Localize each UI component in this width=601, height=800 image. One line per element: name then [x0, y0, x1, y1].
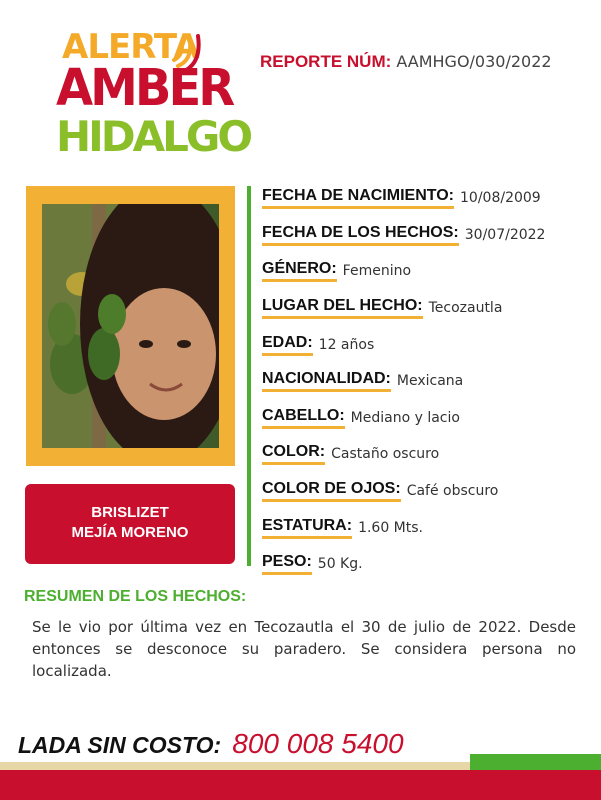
field-label: FECHA DE LOS HECHOS: [262, 224, 459, 246]
person-first-name: BRISLIZET [91, 504, 169, 521]
field-nationality [262, 363, 545, 400]
hotline-number[interactable]: 800 008 5400 [232, 728, 404, 759]
summary-text: Se le vio por última vez en Tecozautla el 30 de julio de 2022. Desde entonces se desconoce su paradero. Se considera persona no localizada. [32, 618, 576, 680]
person-last-names: MEJÍA MORENO [71, 524, 189, 541]
field-hair [262, 400, 545, 437]
field-label: LUGAR DEL HECHO: [262, 297, 423, 319]
field-label: PESO: [262, 553, 312, 575]
footer-band-green [470, 754, 601, 771]
field-label: COLOR DE OJOS: [262, 480, 401, 502]
missing-person-photo [42, 204, 219, 448]
field-birth-date [262, 180, 545, 217]
field-value: 12 años [318, 336, 375, 353]
field-value: Tecozautla [428, 300, 503, 317]
field-gender [262, 253, 545, 290]
field-place [262, 290, 545, 327]
person-name-box [25, 484, 235, 564]
field-label: COLOR: [262, 443, 325, 465]
summary-title: RESUMEN DE LOS HECHOS: [24, 588, 247, 605]
field-weight [262, 546, 545, 583]
divider-line [247, 186, 251, 566]
field-age [262, 326, 545, 363]
field-value: Femenino [342, 263, 412, 280]
footer-band-red [0, 770, 601, 800]
logo-line-hidalgo: HIDALGO [56, 112, 251, 161]
field-height [262, 509, 545, 546]
photo-frame [26, 186, 235, 466]
alerta-amber-logo [56, 27, 251, 165]
field-value: Mexicana [396, 373, 464, 390]
field-value: 50 Kg. [317, 556, 363, 573]
field-event-date [262, 217, 545, 254]
portrait-illustration [42, 204, 219, 448]
field-label: GÉNERO: [262, 260, 337, 282]
logo-line-alerta: ALERTA [62, 27, 199, 67]
field-label: CABELLO: [262, 407, 345, 429]
report-label: REPORTE NÚM: [260, 52, 392, 71]
field-value: Café obscuro [406, 483, 499, 500]
field-value: Mediano y lacio [350, 409, 460, 426]
field-eye-color [262, 473, 545, 510]
hotline [18, 728, 404, 760]
field-color [262, 436, 545, 473]
logo-line-amber: AMBER [56, 58, 233, 118]
field-value: 1.60 Mts. [358, 519, 423, 536]
field-label: FECHA DE NACIMIENTO: [262, 187, 454, 209]
person-details [262, 180, 545, 583]
field-label: NACIONALIDAD: [262, 370, 391, 392]
field-value: Castaño oscuro [331, 446, 440, 463]
field-value: 10/08/2009 [460, 190, 541, 207]
field-label: EDAD: [262, 334, 313, 356]
field-value: 30/07/2022 [464, 226, 546, 243]
report-number [260, 52, 552, 72]
report-value: AAMHGO/030/2022 [396, 52, 552, 71]
field-label: ESTATURA: [262, 517, 352, 539]
hotline-label: LADA SIN COSTO: [18, 732, 222, 758]
